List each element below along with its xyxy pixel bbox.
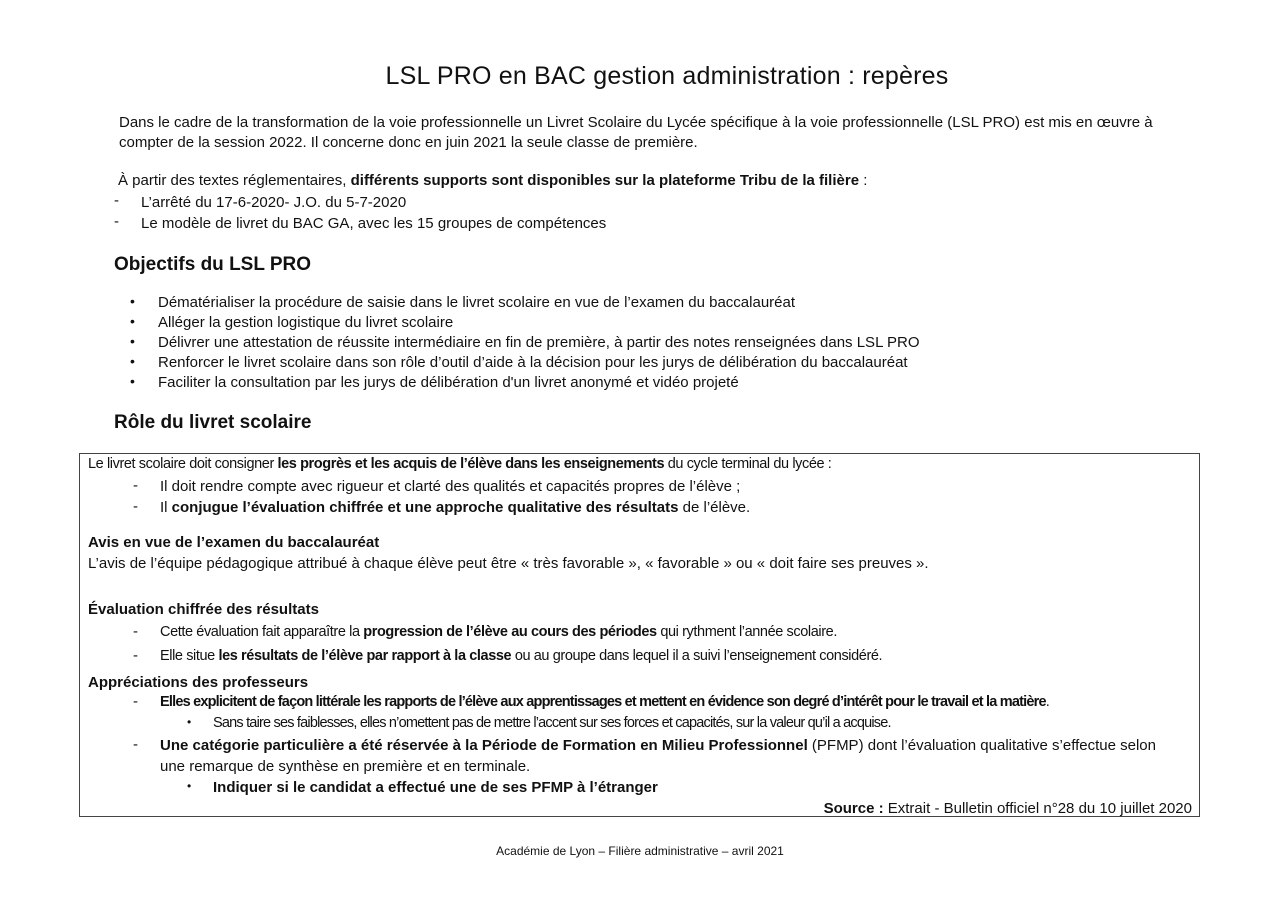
evaluation-item-2-bold: les résultats de l’élève par rapport à la classe bbox=[218, 648, 512, 664]
appreciation-item-2-end: (PFMP) dont l’évaluation qualitative s’effectue selon bbox=[807, 737, 1156, 754]
evaluation-item-2 bbox=[160, 648, 882, 664]
appreciation-item-2-line-2: une remarque de synthèse en première et en terminale. bbox=[160, 758, 531, 775]
appreciations-heading: Appréciations des professeurs bbox=[88, 674, 309, 691]
sources-lead bbox=[118, 171, 867, 191]
role-intro-end: du cycle terminal du lycée : bbox=[664, 456, 832, 472]
dash-marker: - bbox=[133, 736, 138, 753]
role-intro-bold: les progrès et les acquis de l’élève dans les enseignements bbox=[277, 456, 665, 472]
role-intro bbox=[88, 456, 831, 472]
sources-lead-bold: différents supports sont disponibles sur la plateforme Tribu de la filière bbox=[350, 172, 860, 189]
role-intro-text: Le livret scolaire doit consigner bbox=[88, 456, 278, 472]
source-item-1: L’arrêté du 17-6-2020- J.O. du 5-7-2020 bbox=[141, 194, 407, 211]
evaluation-item-2-text: Elle situe bbox=[160, 648, 219, 664]
objectif-item-4: Renforcer le livret scolaire dans son rôle d’outil d’aide à la décision pour les jurys de délibération du baccalauréat bbox=[158, 354, 908, 371]
avis-heading: Avis en vue de l’examen du baccalauréat bbox=[88, 534, 380, 551]
sources-lead-end: : bbox=[859, 172, 868, 189]
source-label: Source : bbox=[823, 800, 884, 817]
role-item-2-start: Il bbox=[160, 499, 172, 516]
intro-line-1: Dans le cadre de la transformation de la voie professionnelle un Livret Scolaire du Lycée spécifique à la voie professionnelle (LSL PRO) est mis en œuvre à bbox=[119, 114, 1153, 131]
objectif-item-1: Dématérialiser la procédure de saisie dans le livret scolaire en vue de l’examen du baccalauréat bbox=[158, 294, 796, 311]
sources-lead-text: À partir des textes réglementaires, bbox=[118, 172, 351, 189]
dash-marker: - bbox=[114, 192, 119, 209]
avis-text: L’avis de l’équipe pédagogique attribué à chaque élève peut être « très favorable », « favorable » ou « doit faire ses preuves ». bbox=[88, 555, 929, 572]
dash-marker: - bbox=[133, 647, 138, 664]
appreciation-item-2-bold: Une catégorie particulière a été réservée à la Période de Formation en Milieu Professionnel bbox=[160, 737, 808, 754]
bullet-marker: • bbox=[130, 313, 135, 329]
source-text: Extrait - Bulletin officiel n°28 du 10 juillet 2020 bbox=[883, 800, 1192, 817]
evaluation-heading: Évaluation chiffrée des résultats bbox=[88, 601, 319, 618]
bullet-marker: • bbox=[130, 373, 135, 389]
evaluation-item-1 bbox=[160, 624, 837, 640]
dash-marker: - bbox=[133, 477, 138, 494]
source-item-2: Le modèle de livret du BAC GA, avec les 15 groupes de compétences bbox=[141, 215, 607, 232]
intro-line-2: compter de la session 2022. Il concerne donc en juin 2021 la seule classe de première. bbox=[119, 134, 698, 151]
bullet-marker: • bbox=[130, 333, 135, 349]
bullet-marker: • bbox=[130, 293, 135, 309]
role-item-1: Il doit rendre compte avec rigueur et clarté des qualités et capacités propres de l’élève ; bbox=[160, 478, 741, 495]
bullet-marker: • bbox=[187, 779, 192, 793]
dash-marker: - bbox=[114, 213, 119, 230]
dash-marker: - bbox=[133, 623, 138, 640]
appreciation-sub-2: Indiquer si le candidat a effectué une de ses PFMP à l’étranger bbox=[213, 779, 658, 796]
appreciation-item-1-bold: Elles explicitent de façon littérale les rapports de l’élève aux apprentissages et mettent en évidence son degré d’intérêt pour le travail et la matière bbox=[160, 694, 1046, 710]
appreciation-item-1-end: . bbox=[1045, 694, 1049, 710]
appreciation-item-1 bbox=[160, 694, 1049, 710]
bullet-marker: • bbox=[130, 353, 135, 369]
dash-marker: - bbox=[133, 693, 138, 710]
source-citation bbox=[824, 799, 1192, 819]
role-item-2-end: de l’élève. bbox=[678, 499, 751, 516]
evaluation-item-2-end: ou au groupe dans lequel il a suivi l’enseignement considéré. bbox=[511, 648, 883, 664]
appreciation-sub-1: Sans taire ses faiblesses, elles n’omettent pas de mettre l’accent sur ses forces et capacités, sur la valeur qu’il a acquise. bbox=[213, 715, 891, 731]
page-footer: Académie de Lyon – Filière administrative – avril 2021 bbox=[496, 844, 784, 858]
evaluation-item-1-bold: progression de l’élève au cours des périodes bbox=[363, 624, 657, 640]
bullet-marker: • bbox=[187, 715, 192, 729]
dash-marker: - bbox=[133, 498, 138, 515]
objectifs-heading: Objectifs du LSL PRO bbox=[114, 254, 312, 275]
appreciation-item-2 bbox=[160, 736, 1156, 756]
evaluation-item-1-text: Cette évaluation fait apparaître la bbox=[160, 624, 364, 640]
objectif-item-3: Délivrer une attestation de réussite intermédiaire en fin de première, à partir des notes renseignées dans LSL PRO bbox=[158, 334, 920, 351]
objectif-item-2: Alléger la gestion logistique du livret scolaire bbox=[158, 314, 454, 331]
role-item-2-bold: conjugue l’évaluation chiffrée et une approche qualitative des résultats bbox=[171, 499, 679, 516]
role-heading: Rôle du livret scolaire bbox=[114, 412, 312, 433]
role-item-2 bbox=[160, 498, 750, 518]
page-title: LSL PRO en BAC gestion administration : repères bbox=[385, 62, 949, 90]
evaluation-item-1-end: qui rythment l’année scolaire. bbox=[656, 624, 837, 640]
objectif-item-5: Faciliter la consultation par les jurys de délibération d'un livret anonymé et vidéo projeté bbox=[158, 374, 739, 391]
